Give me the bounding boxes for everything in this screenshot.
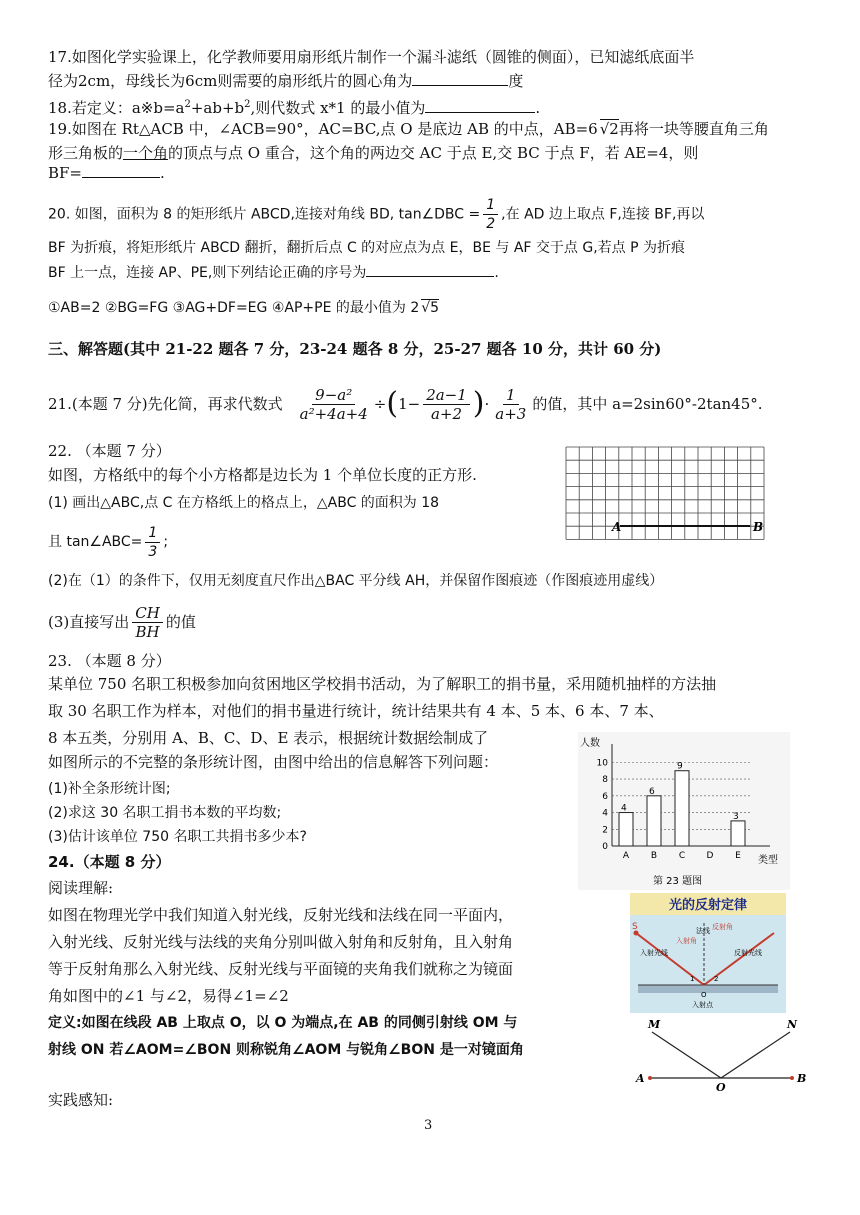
- chart-caption: 第 23 题图: [653, 876, 703, 887]
- chart-x-tick-D: D: [706, 851, 714, 861]
- q17-line2: [48, 71, 523, 91]
- chart-bar-E: [731, 821, 745, 846]
- q21-f3-num: 1: [503, 386, 519, 405]
- q18-line: 18.若定义：$a※b=a^2+ab+b^2$,则代数式 x*1 的最小值为 .: [48, 99, 541, 117]
- grid-point-a: A: [612, 520, 622, 534]
- chart-x-tick-B: B: [650, 851, 658, 861]
- mirror-m: M: [648, 1018, 661, 1031]
- chart-y-tick: 10: [596, 758, 608, 769]
- chart-y-tick: 0: [602, 842, 608, 852]
- q20-options-text: ①AB=2 ②BG=FG ③AG+DF=EG ④AP+PE 的最小值为 2: [48, 300, 420, 316]
- q23-line1: 某单位 750 名职工积极参加向贫困地区学校捐书活动，为了解职工的捐书量，采用随机抽样的方法抽: [48, 675, 717, 693]
- q23-line7: (3)估计该单位 750 名职工共捐书多少本?: [48, 829, 307, 845]
- chart-bar-A: [619, 813, 633, 846]
- q22-line5: [48, 600, 196, 644]
- q21-tail: 的值，其中 a=2sin60°-2tan45°.: [532, 395, 763, 413]
- q18-period: .: [535, 99, 541, 117]
- q17-text: 径为2cm，母线长为6cm则需要的扇形纸片的圆心角为: [48, 72, 413, 90]
- q18-text-c: ,则代数式 x*1 的最小值为: [250, 99, 426, 117]
- chart-y-tick: 4: [602, 808, 608, 819]
- q21-f2-num: 2a−1: [423, 386, 470, 405]
- point-o-label: O: [701, 991, 707, 999]
- q19-bf: BF=: [48, 164, 82, 182]
- q18-text-b: +ab+b: [190, 99, 245, 117]
- chart-data-label-E: 3: [733, 811, 739, 822]
- q22-line3: [48, 520, 168, 564]
- q19-answer-blank: [82, 163, 160, 178]
- q22-l5a: (3)直接写出: [48, 613, 130, 631]
- chart-data-label-A: 4: [621, 803, 627, 814]
- q20-line2: BF 为折痕，将矩形纸片 ABCD 翻折，翻折后点 C 的对应点为点 E，BE 与 AF 交于点 G,若点 P 为折痕: [48, 240, 685, 256]
- q23-line6: (2)求这 30 名职工捐书本数的平均数;: [48, 805, 282, 821]
- q24-head: 24.（本题 8 分）: [48, 853, 171, 871]
- q19-text: 19.如图在 Rt△ACB 中，∠ACB=90°，AC=BC,点 O 是底边 AB 的中点，AB=6: [48, 120, 598, 138]
- q19-text-c: 再将一块等腰直角三角: [618, 120, 769, 138]
- q19-underlined: 一个角: [123, 144, 169, 162]
- q21-line: 21.(本题 7 分)先化简，再求代数式 $\frac{\text{9−a²}}{\text{a²+4a+4}}$ ÷ ( 1− $\frac{2a-1}{a+2}$ ) · $\frac{1}{a+3}$ 的值，其中 a=2sin60°-2tan45°.: [48, 385, 763, 423]
- q22-bh: BH: [135, 622, 160, 641]
- q22-frac: [145, 524, 160, 561]
- q21-f3-den: a+3: [495, 404, 527, 423]
- normal-label: 法线: [696, 927, 710, 935]
- q17-answer-blank: [412, 71, 508, 86]
- q20-answer-blank: [366, 262, 494, 277]
- q23-line3: 8 本五类，分别用 A、B、C、D、E 表示，根据统计数据绘制成了: [48, 729, 489, 747]
- q21-frac2: [423, 386, 470, 423]
- q23-head: 23. （本题 8 分）: [48, 652, 171, 670]
- q24-definition1: 定义:如图在线段 AB 上取点 O，以 O 为端点,在 AB 的同侧引射线 OM 与: [48, 1015, 518, 1031]
- angle1-label: 1: [690, 975, 695, 983]
- q24-line4: 等于反射角那么入射光线、反射光线与平面镜的夹角我们就称之为镜面: [48, 960, 514, 978]
- q22-line1: 如图，方格纸中的每个小方格都是边长为 1 个单位长度的正方形.: [48, 466, 477, 484]
- reflect-label: 反射光线: [734, 949, 762, 957]
- chart-bar-B: [647, 796, 661, 846]
- q22-head: 22. （本题 7 分）: [48, 442, 171, 460]
- chart-x-tick-C: C: [678, 851, 686, 861]
- q22-semi: ;: [163, 534, 169, 550]
- q24-line1: 阅读理解:: [48, 879, 114, 897]
- q20-line3: [48, 262, 499, 283]
- q19-root: 2: [609, 120, 619, 138]
- q21-f1-num: 9−a²: [312, 386, 355, 405]
- light-title: 光的反射定律: [668, 898, 748, 913]
- q24-line2: 如图在物理光学中我们知道入射光线，反射光线和法线在同一平面内，: [48, 906, 514, 924]
- q19-text-2c: 的顶点与点 O 重合，这个角的两边交 AC 于点 E,交 BC 于点 F，若 AE=4，则: [168, 144, 699, 162]
- chart-xlabel: 类型: [758, 855, 778, 866]
- chart-y-tick: 8: [602, 775, 608, 786]
- mirror-a: A: [636, 1072, 645, 1085]
- chart-y-tick: 2: [602, 825, 608, 836]
- q21-frac1: [297, 386, 371, 423]
- q20-fraction: [483, 196, 498, 233]
- chart-data-label-C: 9: [677, 761, 683, 772]
- q23-line2: 取 30 名职工作为样本，对他们的捐书量进行统计，统计结果共有 4 本、5 本、6 本、7 本、: [48, 702, 664, 720]
- q22-ch: CH: [132, 604, 163, 623]
- q24-line5: 角如图中的∠1 与∠2，易得∠1=∠2: [48, 987, 289, 1005]
- q22-l5b: 的值: [165, 613, 196, 631]
- chart-data-label-B: 6: [649, 786, 655, 797]
- source-label: S: [632, 922, 638, 932]
- q18-text: 18.若定义：a※b=a: [48, 99, 185, 117]
- q20-den: 2: [486, 216, 496, 232]
- q20-sqrt: √5: [421, 300, 440, 316]
- q24-practice: 实践感知:: [48, 1091, 114, 1109]
- q18-answer-blank: [425, 98, 535, 113]
- section3-heading: 三、解答题(其中 21-22 题各 7 分，23-24 题各 8 分，25-27 题各 10 分，共计 60 分): [48, 340, 662, 358]
- q23-bar-chart: [578, 732, 790, 890]
- incident-label: 入射光线: [640, 949, 668, 957]
- q20-root: 5: [430, 300, 440, 316]
- q23-line4: 如图所示的不完整的条形统计图，由图中给出的信息解答下列问题：: [48, 753, 499, 771]
- page-number: 3: [424, 1118, 433, 1133]
- q19-line2: [48, 143, 698, 163]
- q20-period: .: [494, 265, 499, 281]
- q22-line4: (2)在（1）的条件下，仅用无刻度直尺作出△BAC 平分线 AH，并保留作图痕迹（作图痕迹用虚线）: [48, 573, 664, 589]
- angle2-label: 2: [714, 975, 719, 983]
- q17-line1: 17.如图化学实验课上，化学教师要用扇形纸片制作一个漏斗滤纸（圆锥的侧面），已知滤纸底面半: [48, 48, 695, 66]
- grid-point-b: B: [753, 520, 764, 534]
- incident-point-label: 入射点: [692, 1001, 713, 1009]
- q20-line1: [48, 196, 704, 233]
- mirror-angle-figure: [630, 1018, 814, 1092]
- chart-ylabel: 人数: [580, 738, 600, 749]
- q20-num: 1: [483, 196, 498, 215]
- q22-line2: (1) 画出△ABC,点 C 在方格纸上的格点上，△ABC 的面积为 18: [48, 495, 440, 511]
- q21-f2-den: a+2: [430, 404, 463, 423]
- q20-text-3: BF 上一点，连接 AP、PE,则下列结论正确的序号为: [48, 265, 367, 281]
- q23-line5: (1)补全条形统计图;: [48, 781, 171, 797]
- q19-line3: [48, 163, 165, 183]
- chart-y-tick: 6: [602, 791, 608, 802]
- mirror-n: N: [787, 1018, 798, 1031]
- q22-grid-figure: [560, 443, 772, 543]
- q21-f1-den: a²+4a+4: [299, 404, 368, 423]
- q24-definition2: 射线 ON 若∠AOM=∠BON 则称锐角∠AOM 与锐角∠BON 是一对镜面角: [48, 1042, 524, 1058]
- q19-period: .: [160, 164, 165, 182]
- q21-frac3: [492, 386, 529, 423]
- q21-lead: 21.(本题 7 分)先化简，再求代数式: [48, 395, 283, 413]
- q22-den: 3: [148, 543, 158, 560]
- q19-sqrt: √2: [599, 120, 619, 138]
- mirror-b: B: [797, 1072, 807, 1085]
- q17-unit: 度: [508, 72, 524, 90]
- light-reflection-figure: [630, 893, 786, 1013]
- q20-text: 20. 如图，面积为 8 的矩形纸片 ABCD,连接对角线 BD, tan∠DBC =: [48, 206, 481, 223]
- q20-text-b: ,在 AD 边上取点 F,连接 BF,再以: [501, 206, 705, 223]
- reflect-angle-label: 反射角: [712, 923, 733, 931]
- chart-x-tick-A: A: [622, 851, 630, 861]
- q22-num: 1: [145, 524, 160, 543]
- incident-angle-label: 入射角: [676, 937, 697, 945]
- q19-text-2a: 形三角板的: [48, 144, 124, 162]
- q22-tan: 且 tan∠ABC=: [48, 534, 143, 550]
- chart-x-tick-E: E: [735, 851, 741, 861]
- q22-frac2: [132, 604, 163, 641]
- q24-line3: 入射光线、反射光线与法线的夹角分别叫做入射角和反射角，且入射角: [48, 933, 514, 951]
- q19-line1: [48, 119, 769, 139]
- q20-options: [48, 298, 439, 318]
- mirror-o: O: [716, 1081, 726, 1092]
- chart-bar-C: [675, 771, 689, 846]
